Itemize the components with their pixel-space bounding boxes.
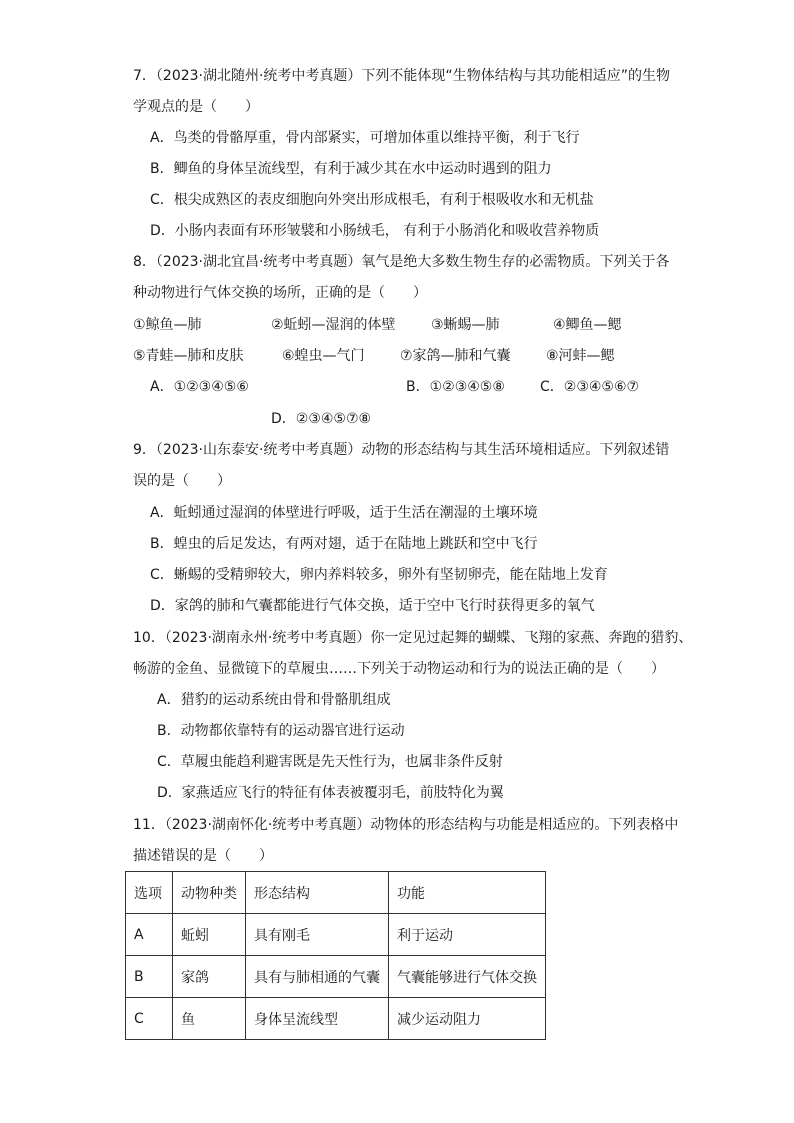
- q8-option-d: D．②③④⑤⑦⑧: [271, 411, 372, 427]
- q8-item: ⑧河蚌—鳃: [546, 348, 615, 364]
- q7-stem-line2: 学观点的是（ ）: [133, 99, 259, 115]
- q8-item: ①鲸鱼—肺: [133, 317, 202, 333]
- q8-stem-line2: 种动物进行气体交换的场所，正确的是（ ）: [133, 285, 427, 301]
- table-row: [126, 998, 546, 1040]
- table-row: [126, 956, 546, 998]
- table-cell: C: [126, 998, 173, 1040]
- q7-option-b: B．鲫鱼的身体呈流线型，有利于减少其在水中运动时遇到的阻力: [150, 161, 552, 177]
- q7-option-d: D．小肠内表面有环形皱襞和小肠绒毛， 有利于小肠消化和吸收营养物质: [150, 223, 600, 239]
- q8-item: ④鲫鱼—鳃: [553, 317, 622, 333]
- table-cell: 蚯蚓: [173, 914, 246, 956]
- q8-option-a: A．①②③④⑤⑥: [150, 379, 249, 395]
- q7-option-a: A．鸟类的骨骼厚重，骨内部紧实，可增加体重以维持平衡，利于飞行: [150, 130, 580, 146]
- q8-item: ⑤青蛙—肺和皮肤: [133, 348, 244, 364]
- q7-option-c: C．根尖成熟区的表皮细胞向外突出形成根毛，有利于根吸收水和无机盐: [150, 192, 594, 208]
- table-cell: B: [126, 956, 173, 998]
- table-cell: 减少运动阻力: [389, 998, 546, 1040]
- q9-option-d: D．家鸽的肺和气囊都能进行气体交换，适于空中飞行时获得更多的氧气: [150, 598, 595, 614]
- table-header-cell: 动物种类: [173, 872, 246, 914]
- q10-option-a: A．猎豹的运动系统由骨和骨骼肌组成: [157, 692, 391, 708]
- table-cell: A: [126, 914, 173, 956]
- q8-item: ⑥蝗虫—气门: [282, 348, 365, 364]
- q10-option-b: B．动物都依靠特有的运动器官进行运动: [157, 723, 405, 739]
- table-cell: 具有刚毛: [246, 914, 389, 956]
- q8-stem-line1: 8．（2023·湖北宜昌·统考中考真题）氧气是绝大多数生物生存的必需物质。下列关于各: [133, 254, 670, 270]
- table-cell: 气囊能够进行气体交换: [389, 956, 546, 998]
- table-cell: 具有与肺相通的气囊: [246, 956, 389, 998]
- q8-option-c: C．②③④⑤⑥⑦: [540, 379, 640, 395]
- table-header-cell: 功能: [389, 872, 546, 914]
- q9-stem-line1: 9．（2023·山东泰安·统考中考真题）动物的形态结构与其生活环境相适应。下列叙述错: [133, 442, 670, 458]
- table-header-cell: 形态结构: [246, 872, 389, 914]
- table-header-cell: 选项: [126, 872, 173, 914]
- q10-stem-line1: 10．（2023·湖南永州·统考中考真题）你一定见过起舞的蝴蝶、飞翔的家燕、奔跑的猎豹、: [133, 630, 693, 646]
- q8-option-b: B．①②③④⑤⑧: [406, 379, 505, 395]
- q8-item: ⑦家鸽—肺和气囊: [400, 348, 511, 364]
- q7-stem-line1: 7．（2023·湖北随州·统考中考真题）下列不能体现“生物体结构与其功能相适应”的生物: [133, 68, 670, 84]
- table-cell: 家鸽: [173, 956, 246, 998]
- q11-stem-line2: 描述错误的是（ ）: [133, 848, 273, 864]
- table-cell: 利于运动: [389, 914, 546, 956]
- q10-stem-line2: 畅游的金鱼、显微镜下的草履虫……下列关于动物运动和行为的说法正确的是（ ）: [133, 661, 665, 677]
- q11-stem-line1: 11．（2023·湖南怀化·统考中考真题）动物体的形态结构与功能是相适应的。下列表格中: [133, 817, 679, 833]
- q10-option-d: D．家燕适应飞行的特征有体表被覆羽毛，前肢特化为翼: [157, 785, 504, 801]
- q8-item: ③蜥蜴—肺: [431, 317, 500, 333]
- q9-stem-line2: 误的是（ ）: [133, 473, 231, 489]
- q9-option-a: A．蚯蚓通过湿润的体壁进行呼吸，适于生活在潮湿的土壤环境: [150, 505, 538, 521]
- q8-item: ②蚯蚓—湿润的体壁: [271, 317, 396, 333]
- q11-table: [125, 871, 546, 1040]
- q10-option-c: C．草履虫能趋利避害既是先天性行为，也属非条件反射: [157, 754, 503, 770]
- table-cell: 鱼: [173, 998, 246, 1040]
- q9-option-c: C．蜥蜴的受精卵较大，卵内养料较多，卵外有坚韧卵壳，能在陆地上发育: [150, 567, 608, 583]
- table-header-row: [126, 872, 546, 914]
- table-cell: 身体呈流线型: [246, 998, 389, 1040]
- q9-option-b: B．蝗虫的后足发达，有两对翅，适于在陆地上跳跃和空中飞行: [150, 536, 538, 552]
- table-row: [126, 914, 546, 956]
